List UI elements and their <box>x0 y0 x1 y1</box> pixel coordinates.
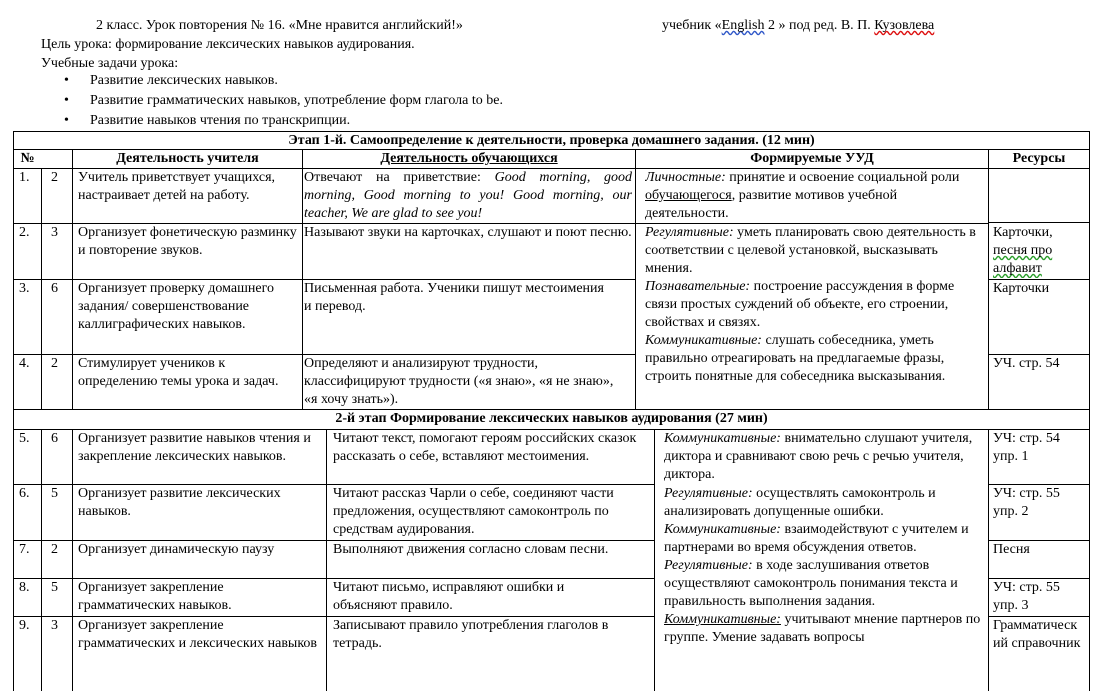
task-item: • Развитие навыков чтения по транскрипции. <box>64 111 503 131</box>
resources: УЧ: стр. 55 упр. 3 <box>993 580 1060 613</box>
col-header-students <box>303 150 635 168</box>
students-activity: Читают письмо, исправляют ошибки и объясняют правило. <box>333 580 565 613</box>
row-number: 2. <box>19 225 30 240</box>
row-minutes: 5 <box>51 580 58 595</box>
row-number: 8. <box>19 580 30 595</box>
textbook-middle: 2 » под ред. В. П. <box>764 18 875 33</box>
resources: УЧ. стр. 54 <box>993 356 1060 371</box>
resources: Песня <box>993 542 1030 557</box>
resources-song: песня про алфавит <box>993 243 1053 276</box>
teacher-activity: Организует динамическую паузу <box>78 542 275 557</box>
row-number: 7. <box>19 542 30 557</box>
students-activity: Называют звуки на карточках, слушают и поют песню. <box>304 225 632 240</box>
greeting-phrase: Good morning, good morning, Good morning to you! Good morning, our teacher, We are glad to see you! <box>304 170 632 221</box>
resources: УЧ: стр. 55 упр. 2 <box>993 486 1060 519</box>
lesson-goal: Цель урока: формирование лексических навыков аудирования. <box>41 37 415 52</box>
tasks-label: Учебные задачи урока: <box>41 56 179 71</box>
row-number: 3. <box>19 281 30 296</box>
col-header-num: № <box>20 151 35 166</box>
uud-communicative-label: Коммуникативные: <box>664 612 781 627</box>
uud-regulative-label: Регулятивные: <box>664 558 753 573</box>
row-number: 9. <box>19 618 30 633</box>
teacher-activity: Учитель приветствует учащихся, настраивает детей на работу. <box>78 170 276 203</box>
uud-communicative-text: слушать собеседника, уметь правильно отреагировать на предлагаемые фразы, строить понятные для собеседника высказывания. <box>645 333 946 384</box>
teacher-activity: Организует закрепление грамматических навыков. <box>78 580 232 613</box>
uud-personal-text-end: , развитие мотивов учебной деятельности. <box>645 188 898 221</box>
uud-personal-text: принятие и освоение социальной роли <box>725 170 960 185</box>
uud-regulative-label: Регулятивные: <box>664 486 753 501</box>
lesson-title: 2 класс. Урок повторения № 16. «Мне нравится английский!» <box>96 18 463 33</box>
lesson-table <box>13 131 1090 691</box>
task-item: • Развитие лексических навыков. <box>64 71 503 91</box>
task-item: • Развитие грамматических навыков, употребление форм глагола to be. <box>64 91 503 111</box>
uud-personal-underlined: обучающегося <box>645 188 732 203</box>
resources: Грамматический справочник <box>993 618 1081 651</box>
students-activity: Записывают правило употребления глаголов в тетрадь. <box>333 618 609 651</box>
row-minutes: 6 <box>51 281 58 296</box>
row-minutes: 3 <box>51 225 58 240</box>
col-header-resources: Ресурсы <box>1012 151 1066 166</box>
row-minutes: 2 <box>51 542 58 557</box>
teacher-activity: Стимулирует учеников к определению темы урока и задач. <box>78 356 279 389</box>
textbook-english: English <box>721 18 765 33</box>
uud-regulative-text: уметь планировать свою деятельность в соответствии с целевой установкой, высказывать мнения. <box>645 225 976 276</box>
tasks-list <box>64 71 503 131</box>
students-activity: Определяют и анализируют трудности, классифицируют трудности («я знаю», «я не знаю», «я хочу знать»). <box>304 356 614 407</box>
uud-regulative-text: в ходе заслушивания ответов осуществляют самоконтроль понимания текста и правильность выполнения задания. <box>664 558 958 609</box>
teacher-activity: Организует проверку домашнего задания/ совершенствование каллиграфических навыков. <box>78 281 274 332</box>
uud-cognitive-text: построение рассуждения в форме связи простых суждений об объекте, его строении, свойствах и связях. <box>645 279 955 330</box>
row-number: 4. <box>19 356 30 371</box>
row-number: 6. <box>19 486 30 501</box>
students-activity: Читают текст, помогают героям российских сказок рассказать о себе, вставляют местоимения. <box>333 431 637 464</box>
row-minutes: 2 <box>51 170 58 185</box>
textbook-prefix: учебник « <box>662 18 722 33</box>
col-header-uud: Формируемые УУД <box>750 151 874 166</box>
uud-regulative-label: Регулятивные: <box>645 225 734 240</box>
row-minutes: 5 <box>51 486 58 501</box>
row-number: 5. <box>19 431 30 446</box>
resources <box>993 224 1087 278</box>
stage1-uud <box>645 169 983 409</box>
students-activity: Письменная работа. Ученики пишут местоимения и перевод. <box>304 281 604 314</box>
row-number: 1. <box>19 170 30 185</box>
row-minutes: 2 <box>51 356 58 371</box>
row-minutes: 6 <box>51 431 58 446</box>
uud-regulative-text: осуществлять самоконтроль и анализировать допущенные ошибки. <box>664 486 936 519</box>
teacher-activity: Организует закрепление грамматических и лексических навыков <box>78 618 318 651</box>
uud-communicative-label: Коммуникативные: <box>645 333 762 348</box>
resources: Карточки <box>993 281 1050 296</box>
col-header-teacher: Деятельность учителя <box>116 151 259 166</box>
students-activity: Читают рассказ Чарли о себе, соединяют части предложения, осуществляют самоконтроль по средствам аудирования. <box>333 486 614 537</box>
uud-communicative-text: взаимодействуют с учителем и партнерами во время обсуждения ответов. <box>664 522 969 555</box>
uud-communicative-text: учитывают мнение партнеров по группе. Умение задавать вопросы <box>664 612 981 645</box>
textbook-author: Кузовлева <box>874 18 935 33</box>
uud-communicative-label: Коммуникативные: <box>664 522 781 537</box>
students-activity <box>304 169 632 223</box>
stage1-title: Этап 1-й. Самоопределение к деятельности, проверка домашнего задания. (12 мин) <box>288 133 815 148</box>
col-header-students-text: Деятельность обучающихся <box>380 151 558 166</box>
row-minutes: 3 <box>51 618 58 633</box>
teacher-activity: Организует развитие лексических навыков. <box>78 486 281 519</box>
uud-cognitive-label: Познавательные: <box>645 279 751 294</box>
resources: УЧ: стр. 54 упр. 1 <box>993 431 1060 464</box>
teacher-activity: Организует фонетическую разминку и повторение звуков. <box>78 225 297 258</box>
students-activity-text: Отвечают на приветствие: <box>304 170 495 185</box>
stage2-uud <box>664 430 986 691</box>
teacher-activity: Организует развитие навыков чтения и закрепление лексических навыков. <box>78 431 311 464</box>
uud-personal-label: Личностные: <box>645 170 726 185</box>
students-activity: Выполняют движения согласно словам песни. <box>333 542 609 557</box>
uud-communicative-text: внимательно слушают учителя, диктора и сравнивают свою речь с речью учителя, диктора. <box>664 431 973 482</box>
stage2-title: 2-й этап Формирование лексических навыков аудирования (27 мин) <box>335 411 768 426</box>
textbook-reference <box>662 17 934 35</box>
resources-cards: Карточки, <box>993 225 1053 240</box>
uud-communicative-label: Коммуникативные: <box>664 431 781 446</box>
